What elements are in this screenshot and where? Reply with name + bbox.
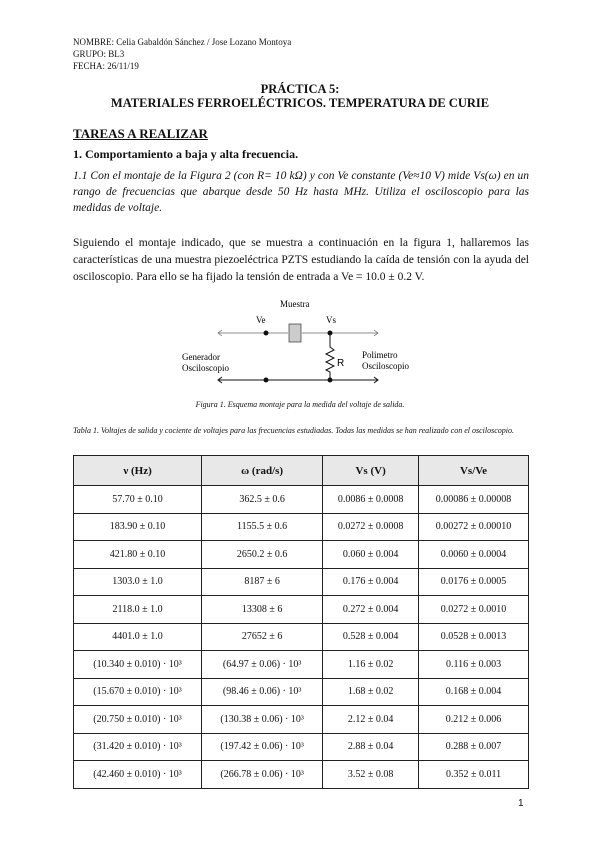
table-cell: 0.176 ± 0.004 xyxy=(323,568,419,596)
page-title xyxy=(0,82,600,110)
table-cell: 2.12 ± 0.04 xyxy=(323,706,419,734)
osciloscopio-right-label: Osciloscopio xyxy=(362,361,409,371)
table-cell: 1155.5 ± 0.6 xyxy=(202,513,323,541)
table-row xyxy=(74,513,529,541)
table-cell: 1303.0 ± 1.0 xyxy=(74,568,202,596)
osciloscopio-left-label: Osciloscopio xyxy=(182,363,229,373)
column-header: Vs (V) xyxy=(323,456,419,486)
column-header: Vs/Ve xyxy=(419,456,529,486)
table-row xyxy=(74,568,529,596)
page-number: 1 xyxy=(518,798,524,809)
vs-label: Vs xyxy=(326,315,337,325)
table-cell: (64.97 ± 0.06) · 10³ xyxy=(202,651,323,679)
table-cell: 0.272 ± 0.004 xyxy=(323,596,419,624)
table-cell: 0.212 ± 0.006 xyxy=(419,706,529,734)
table-cell: 1.16 ± 0.02 xyxy=(323,651,419,679)
table-cell: (15.670 ± 0.010) · 10³ xyxy=(74,678,202,706)
polimetro-label: Polimetro xyxy=(362,350,398,360)
task-text: 1.1 Con el montaje de la Figura 2 (con R= 10 kΩ) y con Ve constante (Ve≈10 V) mide Vs(ω) en un rango de frecuencias que abarque desde 50 Hz hasta MHz. Utiliza el osciloscopio para las medidas de voltaje. xyxy=(73,170,529,214)
table-cell: 0.060 ± 0.004 xyxy=(323,541,419,569)
table-row xyxy=(74,623,529,651)
table-cell: 1.68 ± 0.02 xyxy=(323,678,419,706)
data-table xyxy=(73,455,529,789)
tareas-heading: TAREAS A REALIZAR xyxy=(73,126,208,141)
r-label: R xyxy=(337,358,345,369)
table-cell: 0.00086 ± 0.00008 xyxy=(419,486,529,514)
table-cell: 0.0272 ± 0.0010 xyxy=(419,596,529,624)
generador-label: Generador xyxy=(182,352,220,362)
table-cell: 27652 ± 6 xyxy=(202,623,323,651)
resistor-icon xyxy=(326,333,334,380)
sample-icon xyxy=(289,324,301,342)
grupo: GRUPO: BL3 xyxy=(73,49,125,59)
table-cell: 0.352 ± 0.011 xyxy=(419,761,529,789)
table-cell: 0.168 ± 0.004 xyxy=(419,678,529,706)
table-cell: (98.46 ± 0.06) · 10³ xyxy=(202,678,323,706)
column-header: ν (Hz) xyxy=(74,456,202,486)
table-cell: 0.0176 ± 0.0005 xyxy=(419,568,529,596)
title-line1: PRÁCTICA 5: xyxy=(260,82,340,96)
table-cell: 2.88 ± 0.04 xyxy=(323,733,419,761)
table-cell: 0.0060 ± 0.0004 xyxy=(419,541,529,569)
table-row xyxy=(74,706,529,734)
table-cell: 13308 ± 6 xyxy=(202,596,323,624)
table-cell: (42.460 ± 0.010) · 10³ xyxy=(74,761,202,789)
fecha: FECHA: 26/11/19 xyxy=(73,61,139,71)
table-cell: (10.340 ± 0.010) · 10³ xyxy=(74,651,202,679)
table-cell: 2650.2 ± 0.6 xyxy=(202,541,323,569)
title-line2: MATERIALES FERROELÉCTRICOS. TEMPERATURA DE CURIE xyxy=(110,96,490,110)
table-cell: (20.750 ± 0.010) · 10³ xyxy=(74,706,202,734)
table-cell: 362.5 ± 0.6 xyxy=(202,486,323,514)
table-cell: 4401.0 ± 1.0 xyxy=(74,623,202,651)
paragraph: Siguiendo el montaje indicado, que se muestra a continuación en la figura 1, hallaremos las características de una muestra piezoeléctrica PZTS estudiando la caída de tensión con la ayuda del osciloscopio. Para ello se ha fijado la tensión de entrada a Ve = 10.0 ± 0.2 V. xyxy=(73,237,529,283)
table-cell: 0.0528 ± 0.0013 xyxy=(419,623,529,651)
header-info xyxy=(73,36,291,72)
figure-caption: Figura 1. Esquema montaje para la medida del voltaje de salida. xyxy=(195,400,405,409)
column-header: ω (rad/s) xyxy=(202,456,323,486)
section-heading: 1. Comportamiento a baja y alta frecuencia. xyxy=(73,147,299,161)
table-row xyxy=(74,541,529,569)
table-row xyxy=(74,761,529,789)
table-cell: 57.70 ± 0.10 xyxy=(74,486,202,514)
table-row xyxy=(74,596,529,624)
ve-label: Ve xyxy=(256,315,266,325)
table-cell: 0.0086 ± 0.0008 xyxy=(323,486,419,514)
table-cell: (130.38 ± 0.06) · 10³ xyxy=(202,706,323,734)
nombre: NOMBRE: Celia Gabaldón Sánchez / Jose Lozano Montoya xyxy=(73,37,292,47)
table-cell: (197.42 ± 0.06) · 10³ xyxy=(202,733,323,761)
table-row xyxy=(74,486,529,514)
table-cell: 0.116 ± 0.003 xyxy=(419,651,529,679)
table-cell: 2118.0 ± 1.0 xyxy=(74,596,202,624)
table-cell: 421.80 ± 0.10 xyxy=(74,541,202,569)
table-row xyxy=(74,733,529,761)
table-cell: (266.78 ± 0.06) · 10³ xyxy=(202,761,323,789)
table-cell: 3.52 ± 0.08 xyxy=(323,761,419,789)
table-cell: 0.528 ± 0.004 xyxy=(323,623,419,651)
table-cell: (31.420 ± 0.010) · 10³ xyxy=(74,733,202,761)
table-cell: 0.0272 ± 0.0008 xyxy=(323,513,419,541)
table-cell: 8187 ± 6 xyxy=(202,568,323,596)
muestra-label: Muestra xyxy=(280,299,310,309)
table-row xyxy=(74,678,529,706)
table-cell: 0.288 ± 0.007 xyxy=(419,733,529,761)
circuit-diagram xyxy=(160,292,460,392)
table-row xyxy=(74,651,529,679)
table-caption: Tabla 1. Voltajes de salida y cociente de voltajes para las frecuencias estudiadas. Todas las medidas se han realizado con el osciloscopio. xyxy=(73,426,514,435)
table-cell: 0.00272 ± 0.00010 xyxy=(419,513,529,541)
table-cell: 183.90 ± 0.10 xyxy=(74,513,202,541)
